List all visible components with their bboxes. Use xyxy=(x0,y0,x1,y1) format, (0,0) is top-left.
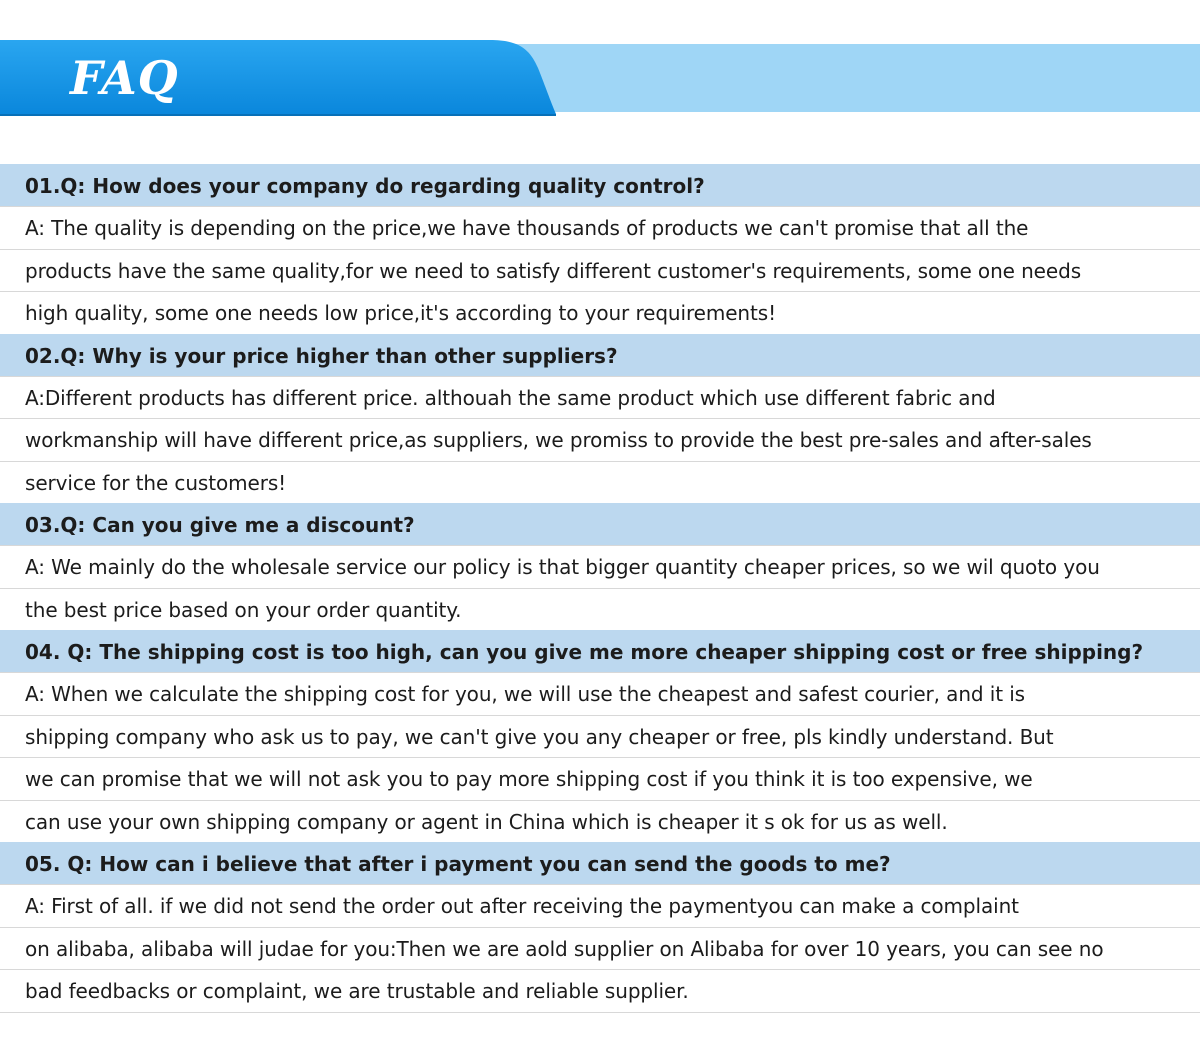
faq-answer-4-line-4: can use your own shipping company or agent in China which is cheaper it s ok for us as well. xyxy=(0,800,1200,843)
faq-bottom-divider xyxy=(0,1012,1200,1013)
faq-answer-2-line-3: service for the customers! xyxy=(0,461,1200,504)
faq-answer-3-line-2: the best price based on your order quantity. xyxy=(0,588,1200,631)
faq-question-2: 02.Q: Why is your price higher than other suppliers? xyxy=(0,334,1200,376)
faq-answer-5-line-3: bad feedbacks or complaint, we are trustable and reliable supplier. xyxy=(0,969,1200,1012)
faq-answer-2-line-2: workmanship will have different price,as suppliers, we promiss to provide the best pre-sales and after-sales xyxy=(0,418,1200,461)
faq-question-4: 04. Q: The shipping cost is too high, can you give me more cheaper shipping cost or free shipping? xyxy=(0,630,1200,672)
faq-question-3: 03.Q: Can you give me a discount? xyxy=(0,503,1200,545)
faq-banner xyxy=(0,40,1200,116)
faq-question-5: 05. Q: How can i believe that after i payment you can send the goods to me? xyxy=(0,842,1200,884)
faq-answer-4-line-2: shipping company who ask us to pay, we can't give you any cheaper or free, pls kindly understand. But xyxy=(0,715,1200,758)
banner-shape xyxy=(0,40,1200,116)
faq-title: FAQ xyxy=(70,51,179,105)
faq-answer-1-line-1: A: The quality is depending on the price,we have thousands of products we can't promise that all the xyxy=(0,206,1200,249)
faq-answer-4-line-3: we can promise that we will not ask you to pay more shipping cost if you think it is too expensive, we xyxy=(0,757,1200,800)
faq-question-1: 01.Q: How does your company do regarding quality control? xyxy=(0,164,1200,206)
faq-list xyxy=(0,164,1200,1013)
faq-answer-5-line-1: A: First of all. if we did not send the order out after receiving the paymentyou can make a complaint xyxy=(0,884,1200,927)
faq-answer-1-line-3: high quality, some one needs low price,it's according to your requirements! xyxy=(0,291,1200,334)
faq-answer-3-line-1: A: We mainly do the wholesale service our policy is that bigger quantity cheaper prices, so we wil quoto you xyxy=(0,545,1200,588)
faq-answer-2-line-1: A:Different products has different price. althouah the same product which use different fabric and xyxy=(0,376,1200,419)
faq-answer-5-line-2: on alibaba, alibaba will judae for you:Then we are aold supplier on Alibaba for over 10 years, you can see no xyxy=(0,927,1200,970)
faq-answer-1-line-2: products have the same quality,for we need to satisfy different customer's requirements, some one needs xyxy=(0,249,1200,292)
faq-answer-4-line-1: A: When we calculate the shipping cost for you, we will use the cheapest and safest courier, and it is xyxy=(0,672,1200,715)
